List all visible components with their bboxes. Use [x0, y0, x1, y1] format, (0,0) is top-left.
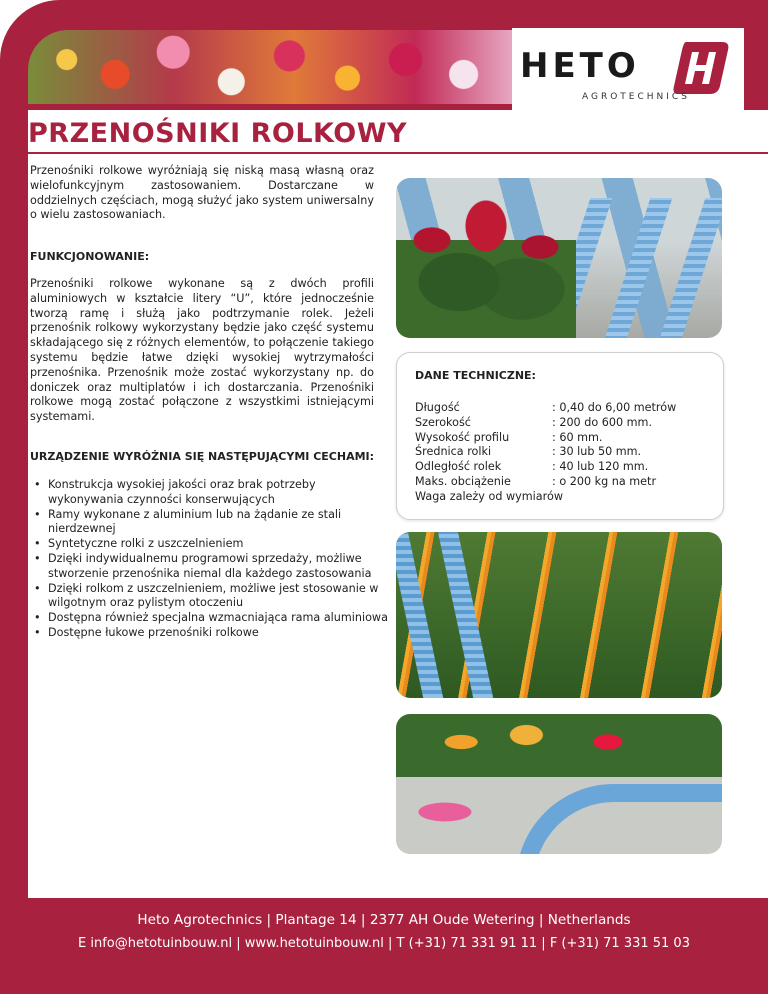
tech-data-table: [415, 401, 715, 505]
tech-value: : 40 lub 120 mm.: [552, 460, 649, 474]
intro-paragraph: Przenośniki rolkowe wyróżniają się niską masą własną oraz wielofunkcyjnym zastosowaniem. Dostarczane w oddzielnych częściach, mogą służyć jako system uniwersalny o wielu zastosowaniach.: [30, 164, 374, 222]
tech-data-row: [415, 416, 715, 431]
header-flowers-photo: [28, 30, 512, 104]
tech-label: Wysokość profilu: [415, 430, 510, 444]
tech-label: Odległość rolek: [415, 460, 502, 474]
logo-tagline: AGROTECHNICS: [582, 92, 690, 102]
tech-data-row: [415, 431, 715, 446]
features-heading: URZĄDZENIE WYRÓŻNIA SIĘ NASTĘPUJĄCYMI CECHAMI:: [30, 450, 375, 463]
footer-contact: E info@hetotuinbouw.nl | www.hetotuinbouw.nl | T (+31) 71 331 91 11 | F (+31) 71 331 51 03: [78, 936, 690, 951]
tech-data-heading: DANE TECHNICZNE:: [415, 369, 536, 382]
feature-item: • Konstrukcja wysokiej jakości oraz brak potrzeby wykonywania czynności konserwujących: [48, 478, 392, 508]
tech-data-row: [415, 460, 715, 475]
tech-label: Średnica rolki: [415, 445, 492, 459]
tech-data-row: [415, 445, 715, 460]
heto-h-icon: [672, 38, 732, 98]
logo: [512, 28, 744, 110]
tech-label: Długość: [415, 401, 460, 414]
roller-rail: [396, 532, 444, 698]
feature-item: • Dostępne łukowe przenośniki rolkowe: [48, 626, 392, 641]
tech-value: : 200 do 600 mm.: [552, 415, 652, 429]
feature-item: • Dostępna również specjalna wzmacniająca rama aluminiowa: [48, 611, 392, 626]
roller-rail: [438, 532, 494, 698]
function-heading: FUNKCJONOWANIE:: [30, 250, 150, 263]
curved-roller-rail: [516, 784, 722, 854]
function-paragraph: Przenośniki rolkowe wykonane są z dwóch profili aluminiowych w kształcie litery “U”, które jednocześnie tworzą ramę i służą jako podtrzymanie rolek. Jeżeli przenośnik rolkowy wykorzystany będzie jako część systemu składającego się z różnych elementów, to połączenie takiego systemu będzie łatwe dzięki wysokiej wytrzymałości przenośnika. Przenośnik może zostać wykorzystany np. do doniczek oraz multiplatów i ich dostarczania. Przenośniki rolkowe mogą zostać połączone z wszystkimi istniejącymi systemami.: [30, 277, 374, 424]
tech-value: : 30 lub 50 mm.: [552, 445, 642, 459]
roller-rail: [657, 198, 722, 338]
feature-item: • Syntetyczne rolki z uszczelnieniem: [48, 537, 392, 552]
page-title: PRZENOŚNIKI ROLKOWY: [28, 118, 408, 149]
feature-item: • Dzięki rolkom z uszczelnieniem, możliwe jest stosowanie w wilgotnym oraz pylistym otoczeniu: [48, 582, 392, 612]
footer-address: Heto Agrotechnics | Plantage 14 | 2377 AH Oude Wetering | Netherlands: [137, 912, 631, 928]
red-bromeliads: [396, 198, 576, 338]
feature-item: • Dzięki indywidualnemu programowi sprzedaży, możliwe stworzenie przenośnika niemal dla każdego zastosowania: [48, 552, 392, 582]
tech-data-note: [415, 490, 715, 505]
tech-data-row: [415, 475, 715, 490]
tech-label: Maks. obciążenie: [415, 474, 511, 488]
tech-data-row: [415, 401, 715, 416]
tech-value: : 0,40 do 6,00 metrów: [552, 401, 677, 414]
tech-note: Waga zależy od wymiarów: [415, 489, 563, 503]
tech-label: Szerokość: [415, 415, 471, 429]
tech-value: : o 200 kg na metr: [552, 474, 657, 488]
roller-rail: [602, 198, 673, 338]
logo-wordmark: HETO: [520, 46, 640, 86]
orange-bromeliads-photo: [396, 532, 722, 698]
feature-item: • Ramy wykonane z aluminium lub na żądanie ze stali nierdzewnej: [48, 508, 392, 538]
greenhouse-conveyor-photo: [396, 178, 722, 338]
curved-conveyor-photo: [396, 714, 722, 854]
title-divider: [28, 152, 768, 154]
features-list: [30, 478, 392, 641]
tech-data-box: [396, 352, 724, 520]
tech-value: : 60 mm.: [552, 430, 603, 444]
